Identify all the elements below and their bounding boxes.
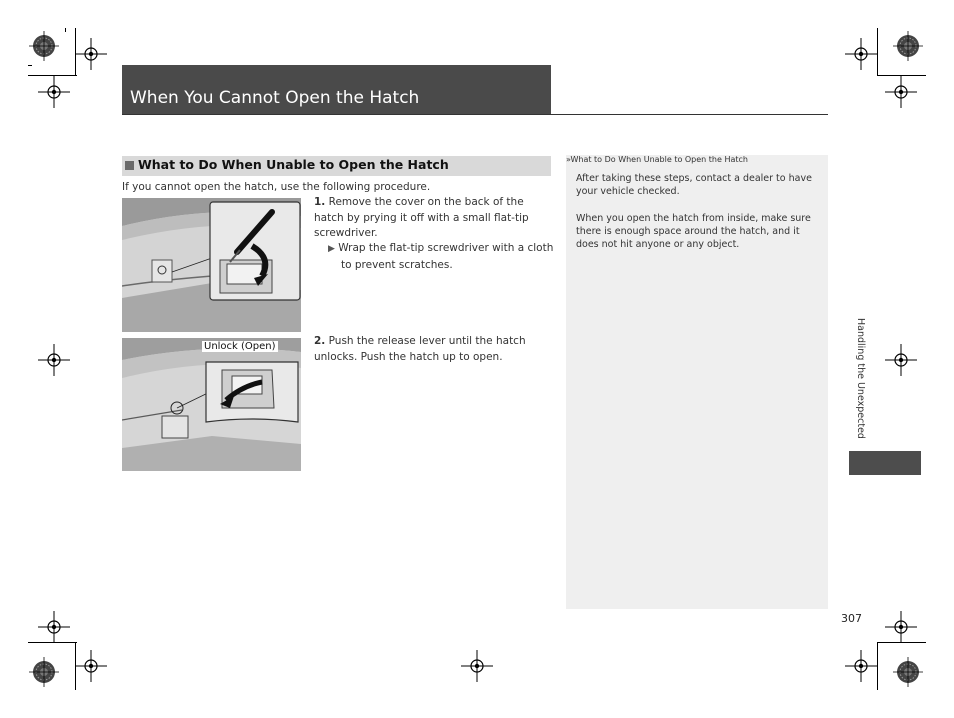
step-2-text: Push the release lever until the hatch unlocks. Push the hatch up to open. — [314, 335, 526, 363]
screwdriver-illustration — [122, 198, 301, 332]
chapter-label-text: Handling the Unexpected — [855, 318, 866, 439]
note-heading-text: What to Do When Unable to Open the Hatch — [570, 155, 748, 164]
note-paragraph-1: After taking these steps, contact a dealer to have your vehicle checked. — [576, 173, 812, 197]
step-2-number: 2. — [314, 335, 326, 347]
section-square-icon — [125, 161, 134, 170]
step-1-note-text: Wrap the flat-tip screwdriver with a cloth to prevent scratches. — [338, 242, 554, 271]
note-heading — [566, 155, 748, 164]
note-paragraph-2: When you open the hatch from inside, make sure there is enough space around the hatch, and it does not hit anyone or any object. — [576, 213, 811, 250]
chapter-label — [856, 318, 866, 448]
double-arrow-icon: » — [566, 155, 571, 164]
step-1 — [314, 195, 554, 242]
page-number: 307 — [841, 612, 862, 625]
unlock-label: Unlock (Open) — [204, 341, 276, 352]
section-heading: What to Do When Unable to Open the Hatch — [138, 157, 449, 172]
step-1-note — [328, 241, 567, 273]
step-2 — [314, 334, 554, 365]
triangle-arrow-icon: ▶ — [328, 244, 335, 254]
step-1-number: 1. — [314, 196, 326, 208]
release-lever-illustration — [122, 338, 301, 471]
cover-removal-illustration — [122, 198, 301, 332]
intro-text: If you cannot open the hatch, use the following procedure. — [122, 181, 431, 193]
title-rule — [122, 114, 828, 115]
release-lever-svg — [122, 338, 301, 471]
chapter-tab — [849, 451, 921, 475]
step-1-text: Remove the cover on the back of the hatch by prying it off with a small flat-tip screwdriver. — [314, 196, 529, 239]
page-title: When You Cannot Open the Hatch — [130, 88, 420, 108]
